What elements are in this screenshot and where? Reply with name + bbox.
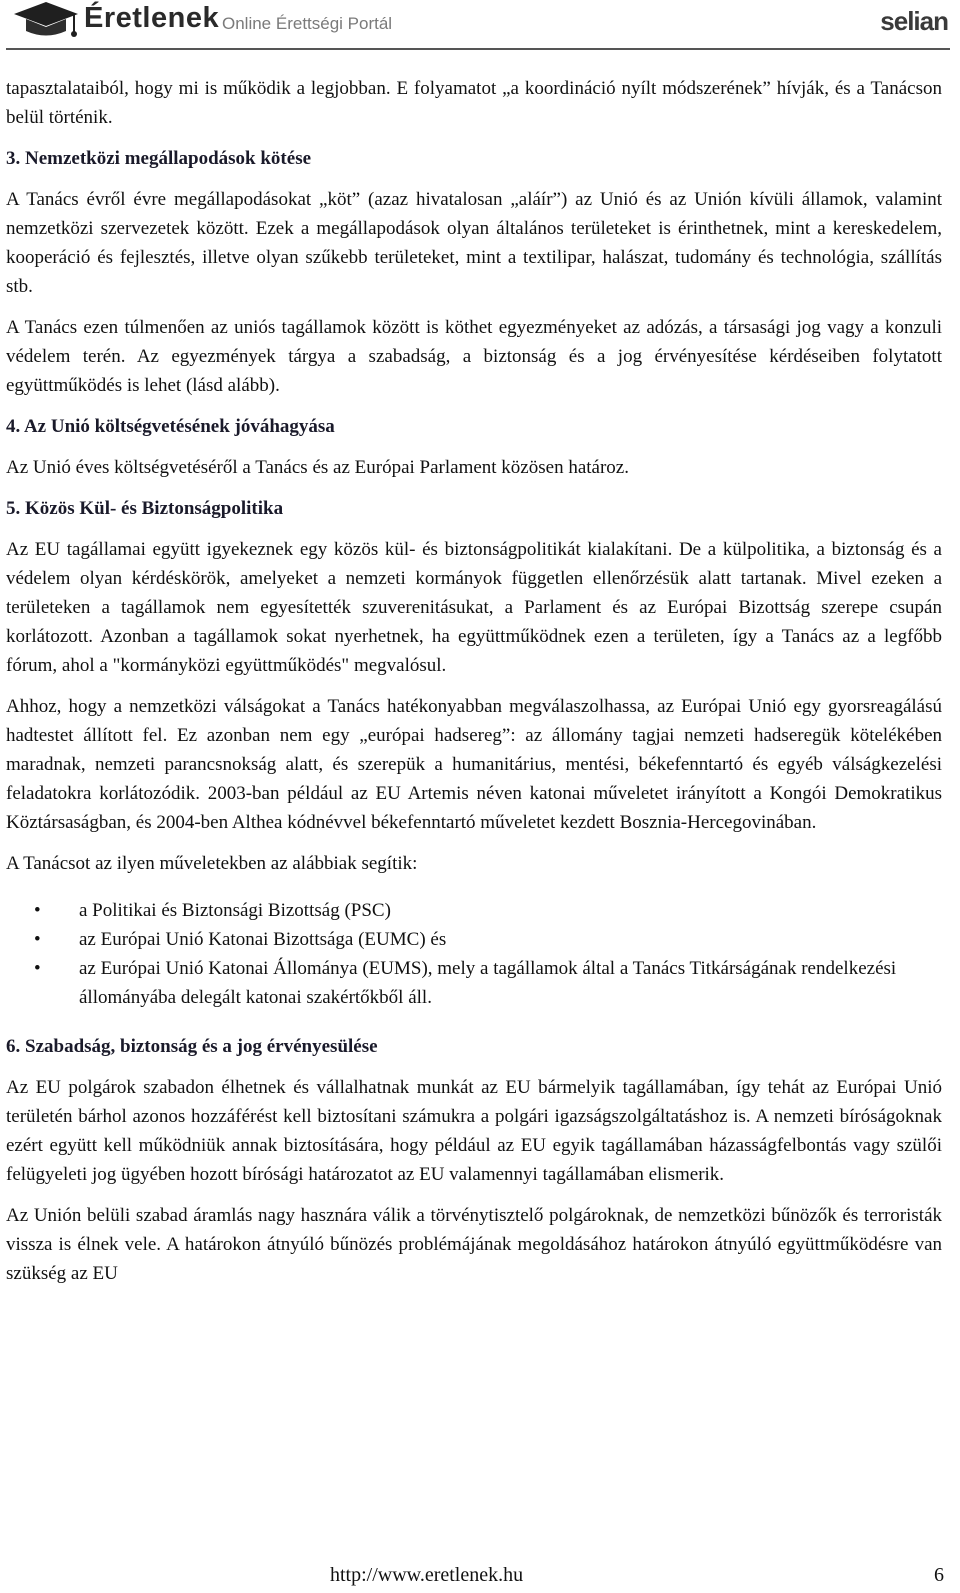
brand-subtitle: Online Érettségi Portál xyxy=(222,14,393,33)
document-body xyxy=(6,74,942,1300)
paragraph-3b: A Tanács ezen túlmenően az uniós tagállamok között is köthet egyezményeket az adózás, a társasági jog vagy a konzuli védelem terén. Az egyezmények tárgya a szabadság, a biztonság és a jog érvényesítése kérdéseiben folytatott együttműködés is lehet (lásd alább). xyxy=(6,317,942,396)
list-item-text: az Európai Unió Katonai Állománya (EUMS), mely a tagállamok által a Tanács Titkárságának rendelkezési állományába delegált katonai szakértőkből áll. xyxy=(79,958,897,1008)
page-header xyxy=(0,0,960,52)
paragraph-5b: Ahhoz, hogy a nemzetközi válságokat a Tanács hatékonyabban megválaszolhassa, az Európai Unió egy gyorsreagálású hadtestet állított fel. Ez azonban nem egy „európai hadsereg”: az állomány tagjai nemzeti hadseregük kötelékében maradnak, nemzeti parancsnokság alatt, és szerepük a humanitárius, mentési, békefenntartó és egyéb válságkezelési feladatokra korlátozódik. 2003-ban például az EU Artemis néven katonai műveletet irányított a Kongói Demokratikus Köztársaságban, és 2004-ben Althea kódnévvel békefenntartó műveletet kezdett Bosznia-Hercegovinában. xyxy=(6,696,942,833)
list-item xyxy=(6,896,942,925)
section-heading-3: 3. Nemzetközi megállapodások kötése xyxy=(6,148,312,169)
section-heading-5: 5. Közös Kül- és Biztonságpolitika xyxy=(6,498,284,519)
section-heading-4: 4. Az Unió költségvetésének jóváhagyása xyxy=(6,416,335,437)
paragraph-4: Az Unió éves költségvetéséről a Tanács és az Európai Parlament közösen határoz. xyxy=(6,457,629,478)
paragraph-6a: Az EU polgárok szabadon élhetnek és vállalhatnak munkát az EU bármelyik tagállamában, így tehát az Európai Unió területén bárhol azonos hozzáférést kell biztosítani számukra a polgári igazságszolgáltatáshoz is. A nemzeti bíróságoknak ezért együtt kell működniük annak biztosítására, hogy például az EU egyik tagállamában házasságfelbontás vagy szülői felügyeleti jog ügyében hozott bírósági határozatot az EU valamennyi tagállamában elismerik. xyxy=(6,1077,942,1185)
page-number: 6 xyxy=(934,1564,944,1586)
list-item-text: az Európai Unió Katonai Bizottsága (EUMC) és xyxy=(79,929,447,950)
support-bodies-list xyxy=(6,896,942,1012)
brand-name[interactable]: Éretlenek xyxy=(84,2,220,34)
header-divider xyxy=(6,48,950,50)
bullet-icon: • xyxy=(34,958,41,979)
partner-logo: selian xyxy=(880,6,948,36)
section-heading-6: 6. Szabadság, biztonság és a jog érvényesülése xyxy=(6,1036,378,1057)
paragraph-6b: Az Unión belüli szabad áramlás nagy hasznára válik a törvénytisztelő polgároknak, de nemzetközi bűnözők és terroristák vissza is élnek vele. A határokon átnyúló bűnözés problémájának megoldásához határokon átnyúló együttműködésre van szükség az EU xyxy=(6,1205,942,1284)
bullet-icon: • xyxy=(34,900,41,921)
graduation-cap-icon xyxy=(10,0,80,42)
list-item xyxy=(6,925,942,954)
paragraph-5a: Az EU tagállamai együtt igyekeznek egy közös kül- és biztonságpolitikát kialakítani. De a külpolitika, a biztonság és a védelem olyan kérdéskörök, amelyeket a nemzeti kormányok független ellenőrzésük alatt tartanak. Mivel ezeken a területeken a tagállamok nem egyesítették szuverenitásukat, a Parlament és az Európai Bizottság szerepe csupán korlátozott. Azonban a tagállamok sokat nyerhetnek, ha együttműködnek ezen a területen, így a Tanács az a legfőbb fórum, ahol a "kormányközi együttműködés" megvalósul. xyxy=(6,539,942,676)
intro-paragraph: tapasztalataiból, hogy mi is működik a legjobban. E folyamatot „a koordináció nyílt módszerének” hívják, és a Tanácson belül történik. xyxy=(6,78,942,128)
paragraph-3a: A Tanács évről évre megállapodásokat „köt” (azaz hivatalosan „aláír”) az Unió és az Unión kívüli államok, valamint nemzetközi szervezetek között. Ezek a megállapodások olyan általános területeket is érinthetnek, mint a kereskedelem, kooperáció és fejlesztés, illetve olyan szűkebb területeket, mint a textilipar, halászat, tudomány és technológia, szállítás stb. xyxy=(6,189,942,297)
paragraph-5c: A Tanácsot az ilyen műveletekben az alábbiak segítik: xyxy=(6,853,418,874)
bullet-icon: • xyxy=(34,929,41,950)
list-item-text: a Politikai és Biztonsági Bizottság (PSC) xyxy=(79,900,391,921)
footer-url-link[interactable]: http://www.eretlenek.hu xyxy=(330,1564,524,1586)
list-item xyxy=(6,954,942,1012)
